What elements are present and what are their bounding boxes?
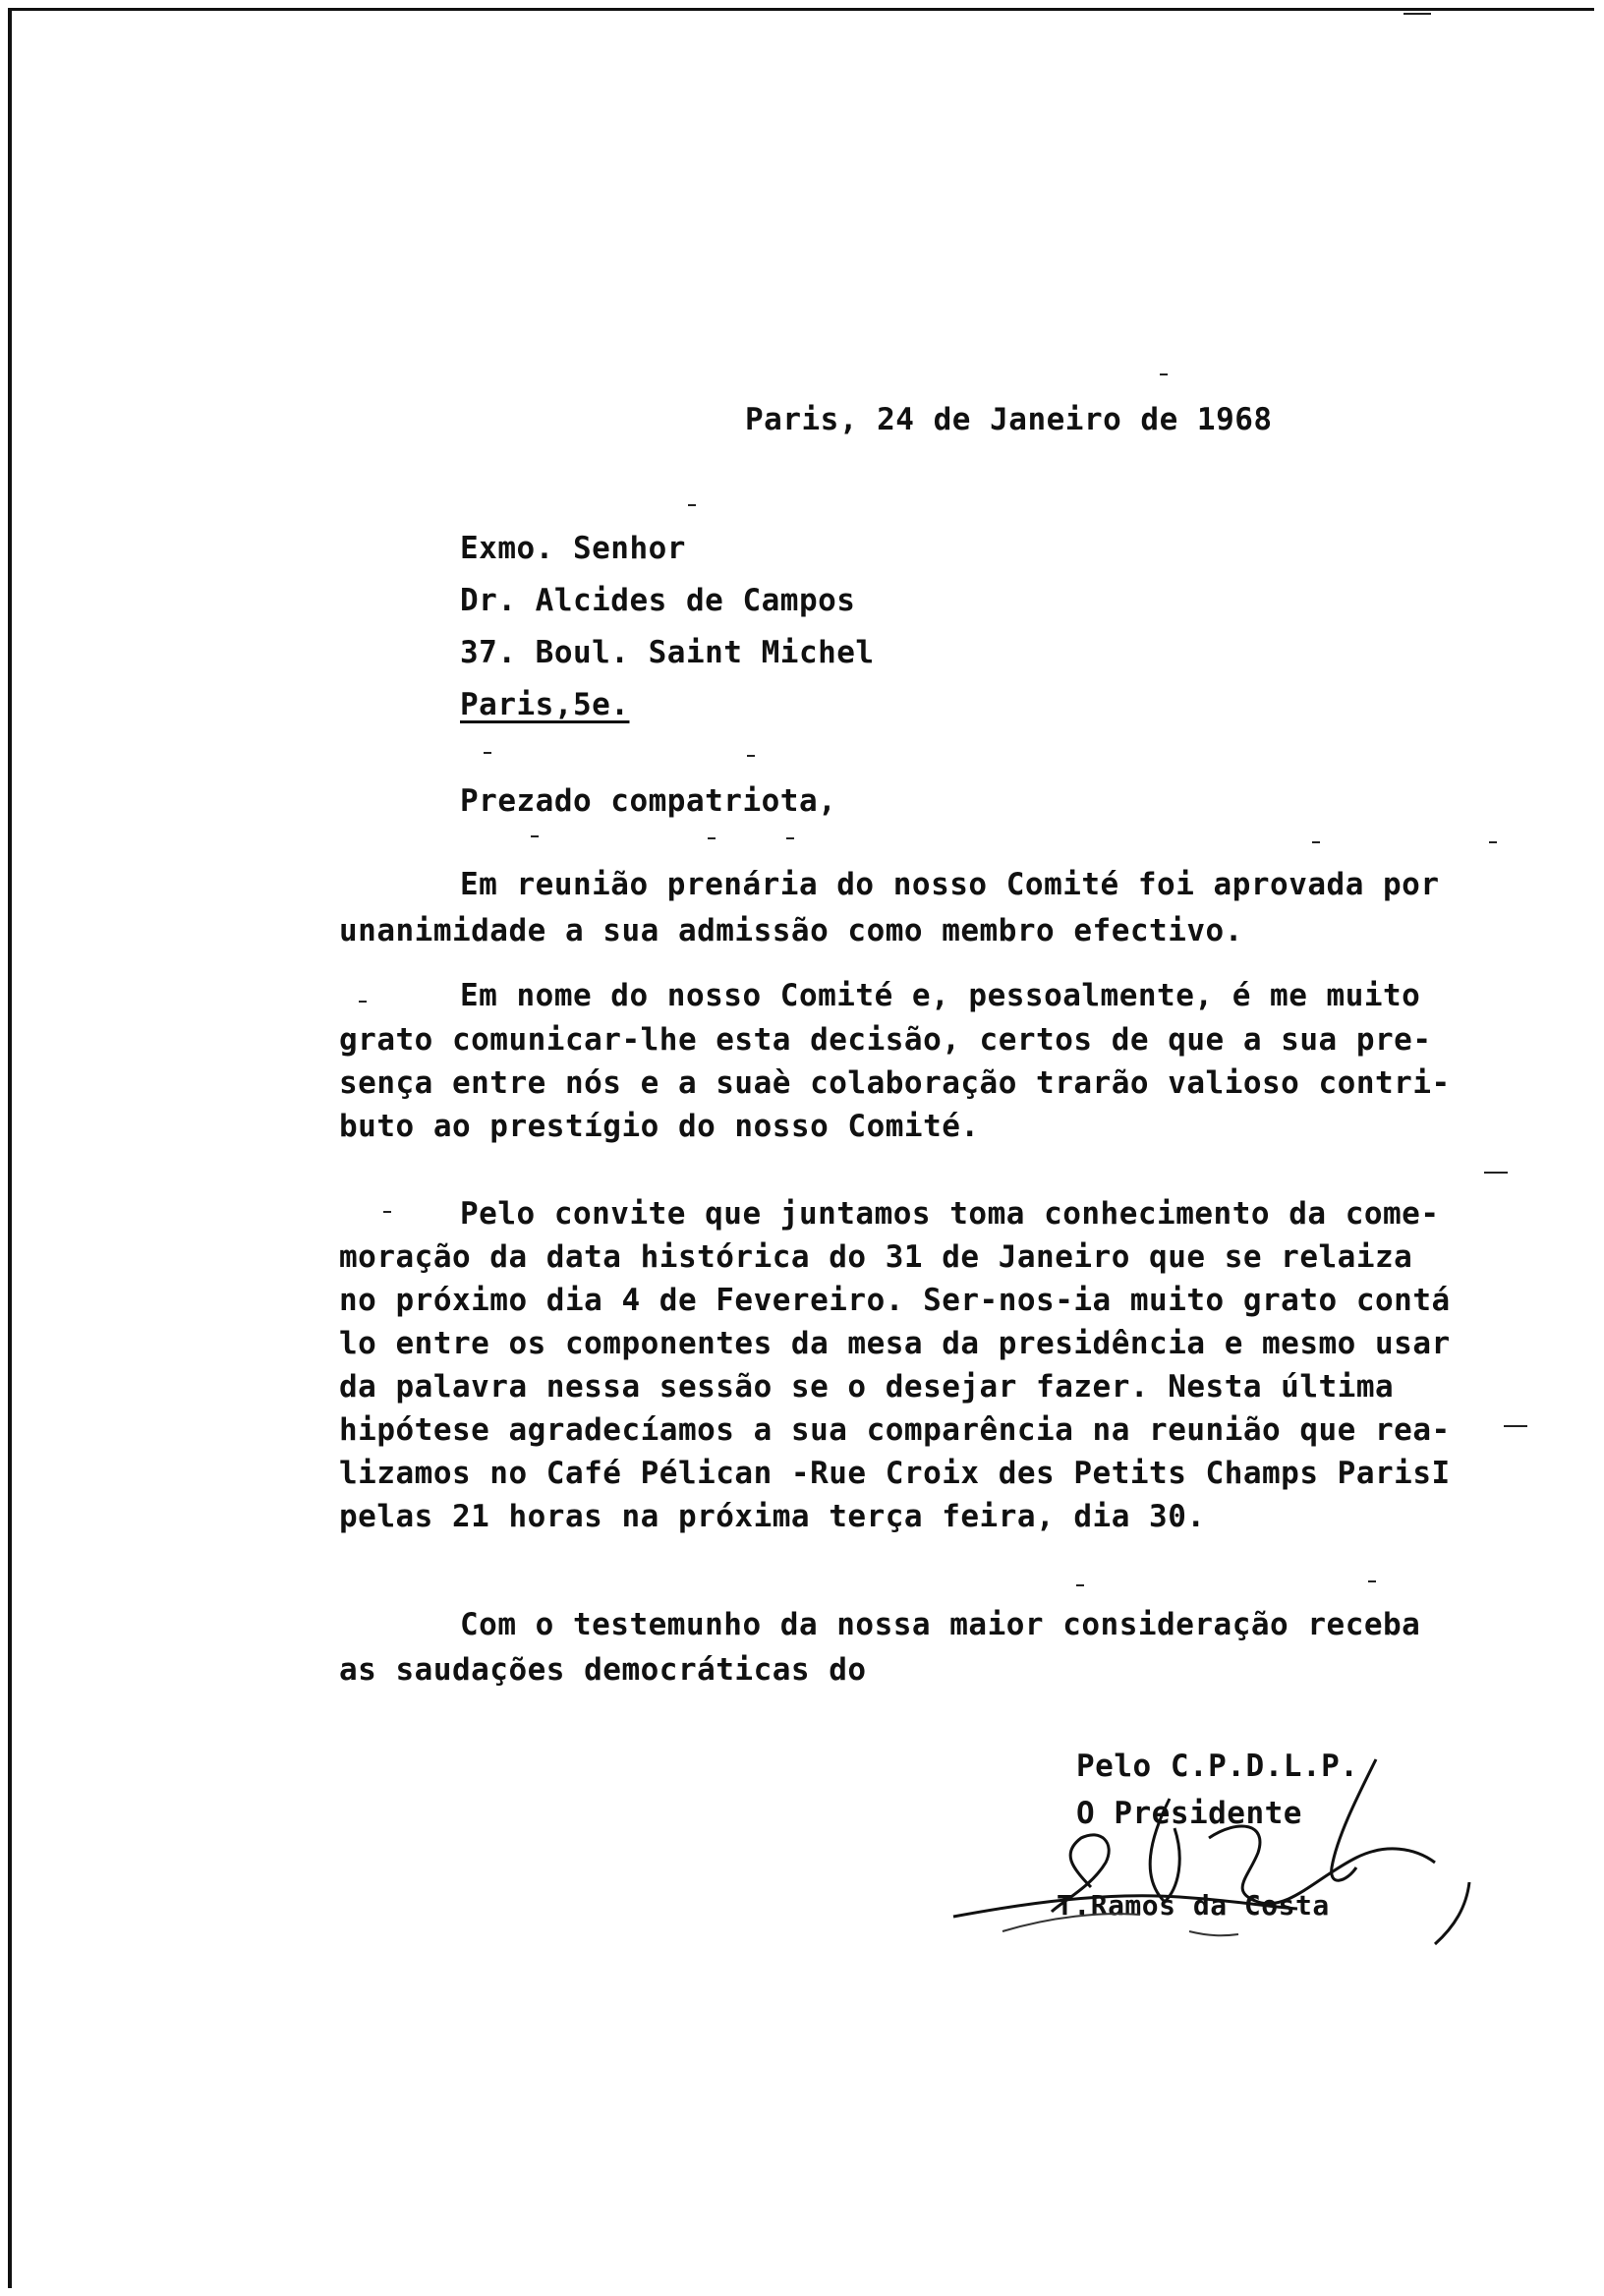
stray-mark: [1368, 1580, 1376, 1582]
paragraph-3-line-5: da palavra nessa sessão se o desejar fazer. Nesta última: [339, 1369, 1395, 1405]
stray-mark: [688, 504, 696, 506]
paragraph-3-line-6: hipótese agradecíamos a sua comparência na reunião que rea-: [339, 1412, 1451, 1448]
paragraph-3-line-2: moração da data histórica do 31 de Janeiro que se relaiza: [339, 1239, 1413, 1275]
stray-mark: [786, 837, 794, 839]
paragraph-4-line-2: as saudações democráticas do: [339, 1652, 867, 1688]
handwritten-signature: [944, 1691, 1494, 1946]
recipient-name: Dr. Alcides de Campos: [460, 583, 856, 618]
stray-mark: [484, 752, 491, 754]
paragraph-3-line-1: Pelo convite que juntamos toma conhecimento da come-: [460, 1196, 1440, 1232]
stray-mark: [383, 1211, 391, 1213]
recipient-title: Exmo. Senhor: [460, 531, 686, 566]
greeting: Prezado compatriota,: [460, 783, 837, 819]
closing-org: Pelo C.P.D.L.P.: [1076, 1749, 1359, 1784]
stray-mark: [1160, 373, 1168, 375]
stray-mark: [1312, 841, 1320, 843]
stray-mark: [1484, 1172, 1508, 1174]
paragraph-2-line-1: Em nome do nosso Comité e, pessoalmente, é me muito: [460, 978, 1421, 1013]
recipient-city: Paris,5e.: [460, 687, 630, 722]
stray-mark: [747, 755, 755, 757]
stray-mark: [708, 837, 716, 839]
paragraph-2-line-4: buto ao prestígio do nosso Comité.: [339, 1109, 980, 1144]
paragraph-2-line-3: sença entre nós e a suaè colaboração trarão valioso contri-: [339, 1065, 1451, 1101]
closing-role: O Presidente: [1076, 1796, 1302, 1831]
stray-mark: [1076, 1584, 1084, 1586]
closing-signer: T.Ramos da Costa: [1057, 1889, 1330, 1922]
paragraph-1-line-1: Em reunião prenária do nosso Comité foi aprovada por: [460, 867, 1440, 902]
stray-mark: [531, 835, 539, 837]
stray-mark: [1404, 13, 1431, 15]
paragraph-2-line-2: grato comunicar-lhe esta decisão, certos de que a sua pre-: [339, 1022, 1432, 1058]
stray-mark: [1489, 841, 1497, 843]
paragraph-3-line-3: no próximo dia 4 de Fevereiro. Ser-nos-ia muito grato contá: [339, 1283, 1451, 1318]
stray-mark: [359, 1001, 367, 1003]
date-line: Paris, 24 de Janeiro de 1968: [745, 402, 1273, 437]
paragraph-4-line-1: Com o testemunho da nossa maior consideração receba: [460, 1607, 1421, 1642]
stray-mark: [1504, 1425, 1527, 1427]
paragraph-1-line-2: unanimidade a sua admissão como membro efectivo.: [339, 913, 1243, 948]
paragraph-3-line-8: pelas 21 horas na próxima terça feira, dia 30.: [339, 1499, 1206, 1534]
recipient-street: 37. Boul. Saint Michel: [460, 635, 875, 670]
paragraph-3-line-4: lo entre os componentes da mesa da presidência e mesmo usar: [339, 1326, 1451, 1361]
paragraph-3-line-7: lizamos no Café Pélican -Rue Croix des Petits Champs ParisI: [339, 1456, 1451, 1491]
